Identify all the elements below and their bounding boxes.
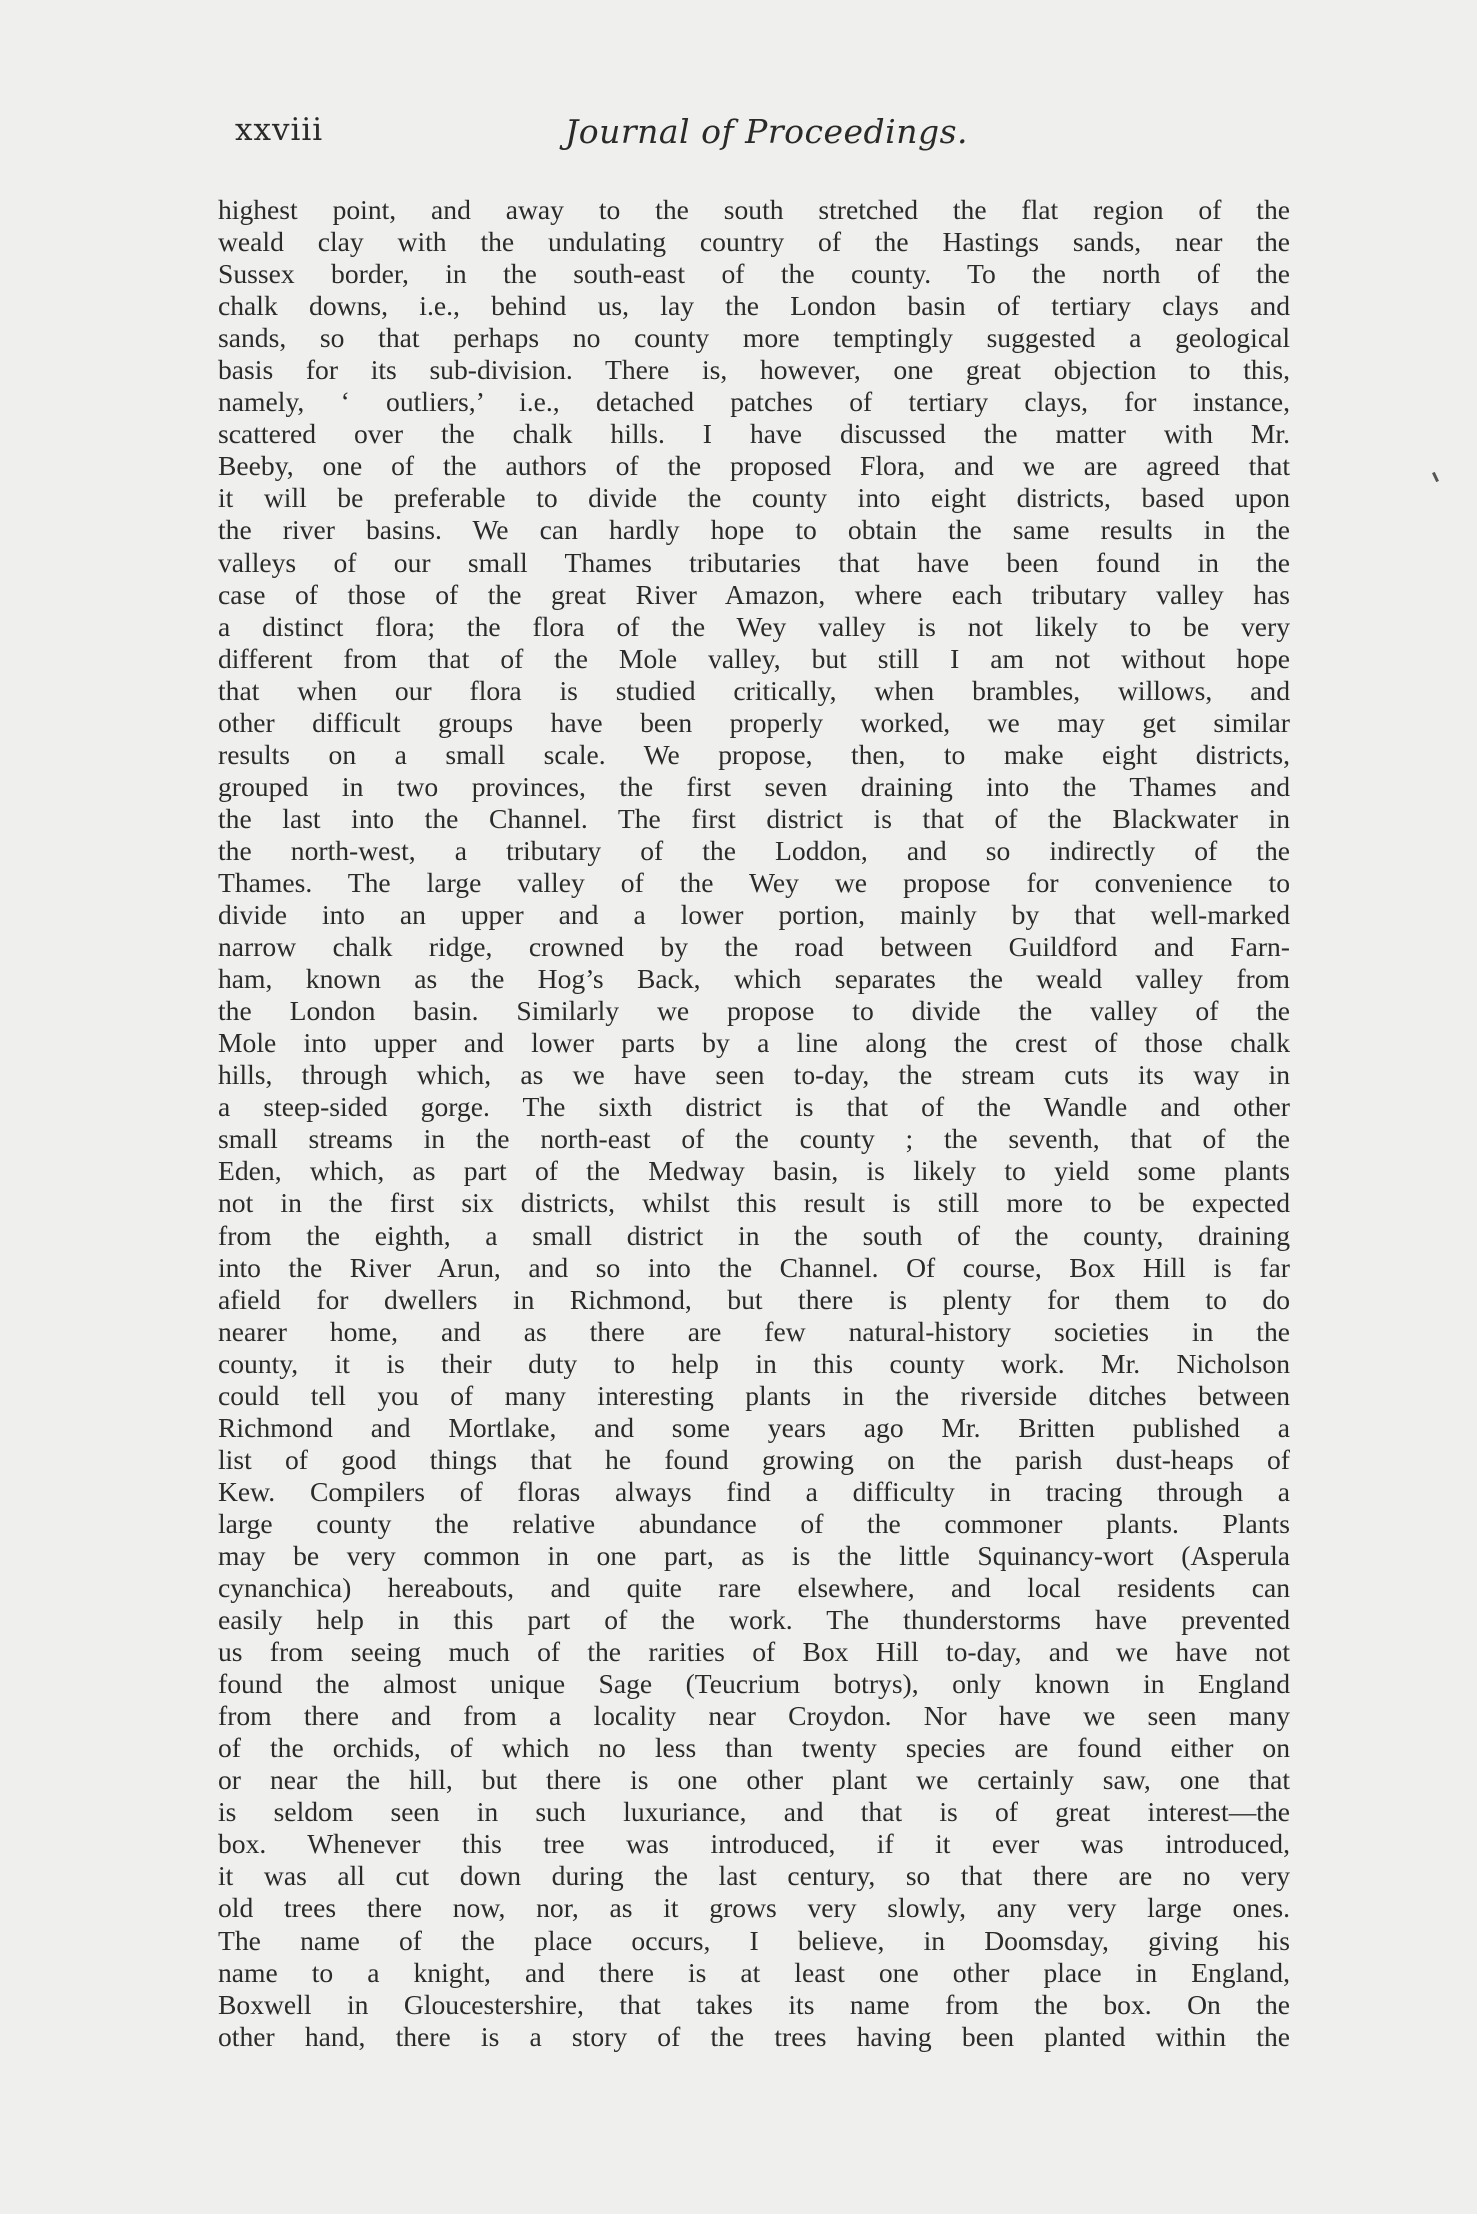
text-line: the river basins. We can hardly hope to obtain the same results in the: [218, 514, 1290, 546]
text-line: case of those of the great River Amazon, where each tributary valley has: [218, 578, 1290, 610]
text-line: the last into the Channel. The first district is that of the Blackwater in: [218, 802, 1290, 834]
text-line: may be very common in one part, as is the little Squinancy-wort (Asperula: [218, 1539, 1290, 1571]
text-line: different from that of the Mole valley, but still I am not without hope: [218, 642, 1290, 674]
text-line: is seldom seen in such luxuriance, and that is of great interest—the: [218, 1796, 1290, 1828]
text-line: it will be preferable to divide the county into eight districts, based upon: [218, 482, 1290, 514]
text-line: of the orchids, of which no less than twenty species are found either on: [218, 1732, 1290, 1764]
text-line: valleys of our small Thames tributaries that have been found in the: [218, 546, 1290, 578]
text-line: the north-west, a tributary of the Loddon, and so indirectly of the: [218, 834, 1290, 866]
text-line: old trees there now, nor, as it grows very slowly, any very large ones.: [218, 1892, 1290, 1924]
text-line: highest point, and away to the south stretched the flat region of the: [218, 194, 1290, 225]
text-line: from there and from a locality near Croydon. Nor have we seen many: [218, 1700, 1290, 1732]
text-line: other difficult groups have been properly worked, we may get similar: [218, 706, 1290, 738]
text-line: county, it is their duty to help in this county work. Mr. Nicholson: [218, 1347, 1290, 1379]
text-line: a distinct flora; the flora of the Wey valley is not likely to be very: [218, 610, 1290, 642]
text-line: sands, so that perhaps no county more temptingly suggested a geological: [218, 322, 1290, 354]
text-line: not in the first six districts, whilst this result is still more to be expected: [218, 1187, 1290, 1219]
text-line: from the eighth, a small district in the south of the county, draining: [218, 1219, 1290, 1251]
text-line: Beeby, one of the authors of the proposed Flora, and we are agreed that: [218, 450, 1290, 482]
text-line: Mole into upper and lower parts by a line along the crest of those chalk: [218, 1027, 1290, 1059]
text-line: nearer home, and as there are few natural-history societies in the: [218, 1315, 1290, 1347]
text-line: could tell you of many interesting plants in the riverside ditches between: [218, 1379, 1290, 1411]
text-line: it was all cut down during the last century, so that there are no very: [218, 1860, 1290, 1892]
text-line: the London basin. Similarly we propose to divide the valley of the: [218, 995, 1290, 1027]
text-line: Eden, which, as part of the Medway basin, is likely to yield some plants: [218, 1155, 1290, 1187]
page-number: xxviii: [235, 112, 324, 148]
body-text: [218, 194, 1290, 2053]
text-line: results on a small scale. We propose, then, to make eight districts,: [218, 738, 1290, 770]
page-header: [235, 112, 1295, 162]
text-line: The name of the place occurs, I believe, in Doomsday, giving his: [218, 1924, 1290, 1956]
text-line: basis for its sub-division. There is, however, one great objection to this,: [218, 354, 1290, 386]
text-line: name to a knight, and there is at least one other place in England,: [218, 1956, 1290, 1988]
text-line: Kew. Compilers of floras always find a difficulty in tracing through a: [218, 1475, 1290, 1507]
text-line: ham, known as the Hog’s Back, which separates the weald valley from: [218, 963, 1290, 995]
text-line: cynanchica) hereabouts, and quite rare elsewhere, and local residents can: [218, 1572, 1290, 1604]
text-line: namely, ‘ outliers,’ i.e., detached patches of tertiary clays, for instance,: [218, 386, 1290, 418]
running-head: Journal of Proceedings.: [565, 112, 969, 151]
text-line: grouped in two provinces, the first seven draining into the Thames and: [218, 770, 1290, 802]
text-line: narrow chalk ridge, crowned by the road between Guildford and Farn-: [218, 931, 1290, 963]
scan-speck: [1432, 472, 1439, 482]
text-line: large county the relative abundance of the commoner plants. Plants: [218, 1507, 1290, 1539]
text-line: Boxwell in Gloucestershire, that takes its name from the box. On the: [218, 1988, 1290, 2020]
text-line: afield for dwellers in Richmond, but there is plenty for them to do: [218, 1283, 1290, 1315]
text-line: chalk downs, i.e., behind us, lay the London basin of tertiary clays and: [218, 290, 1290, 322]
text-line: list of good things that he found growing on the parish dust-heaps of: [218, 1443, 1290, 1475]
text-line: Richmond and Mortlake, and some years ago Mr. Britten published a: [218, 1411, 1290, 1443]
text-line: small streams in the north-east of the county ; the seventh, that of the: [218, 1123, 1290, 1155]
text-line: found the almost unique Sage (Teucrium botrys), only known in England: [218, 1668, 1290, 1700]
text-line: or near the hill, but there is one other plant we certainly saw, one that: [218, 1764, 1290, 1796]
text-line: weald clay with the undulating country of the Hastings sands, near the: [218, 226, 1290, 258]
text-line: scattered over the chalk hills. I have discussed the matter with Mr.: [218, 418, 1290, 450]
text-line: box. Whenever this tree was introduced, if it ever was introduced,: [218, 1828, 1290, 1860]
text-line: us from seeing much of the rarities of Box Hill to-day, and we have not: [218, 1636, 1290, 1668]
text-line: easily help in this part of the work. The thunderstorms have prevented: [218, 1604, 1290, 1636]
text-line: a steep-sided gorge. The sixth district is that of the Wandle and other: [218, 1091, 1290, 1123]
text-line: that when our flora is studied critically, when brambles, willows, and: [218, 674, 1290, 706]
text-line: other hand, there is a story of the trees having been planted within the: [218, 2020, 1290, 2052]
text-line: Sussex border, in the south-east of the county. To the north of the: [218, 258, 1290, 290]
text-line: into the River Arun, and so into the Channel. Of course, Box Hill is far: [218, 1251, 1290, 1283]
text-line: divide into an upper and a lower portion, mainly by that well-marked: [218, 899, 1290, 931]
text-line: Thames. The large valley of the Wey we propose for convenience to: [218, 866, 1290, 898]
text-line: hills, through which, as we have seen to-day, the stream cuts its way in: [218, 1059, 1290, 1091]
